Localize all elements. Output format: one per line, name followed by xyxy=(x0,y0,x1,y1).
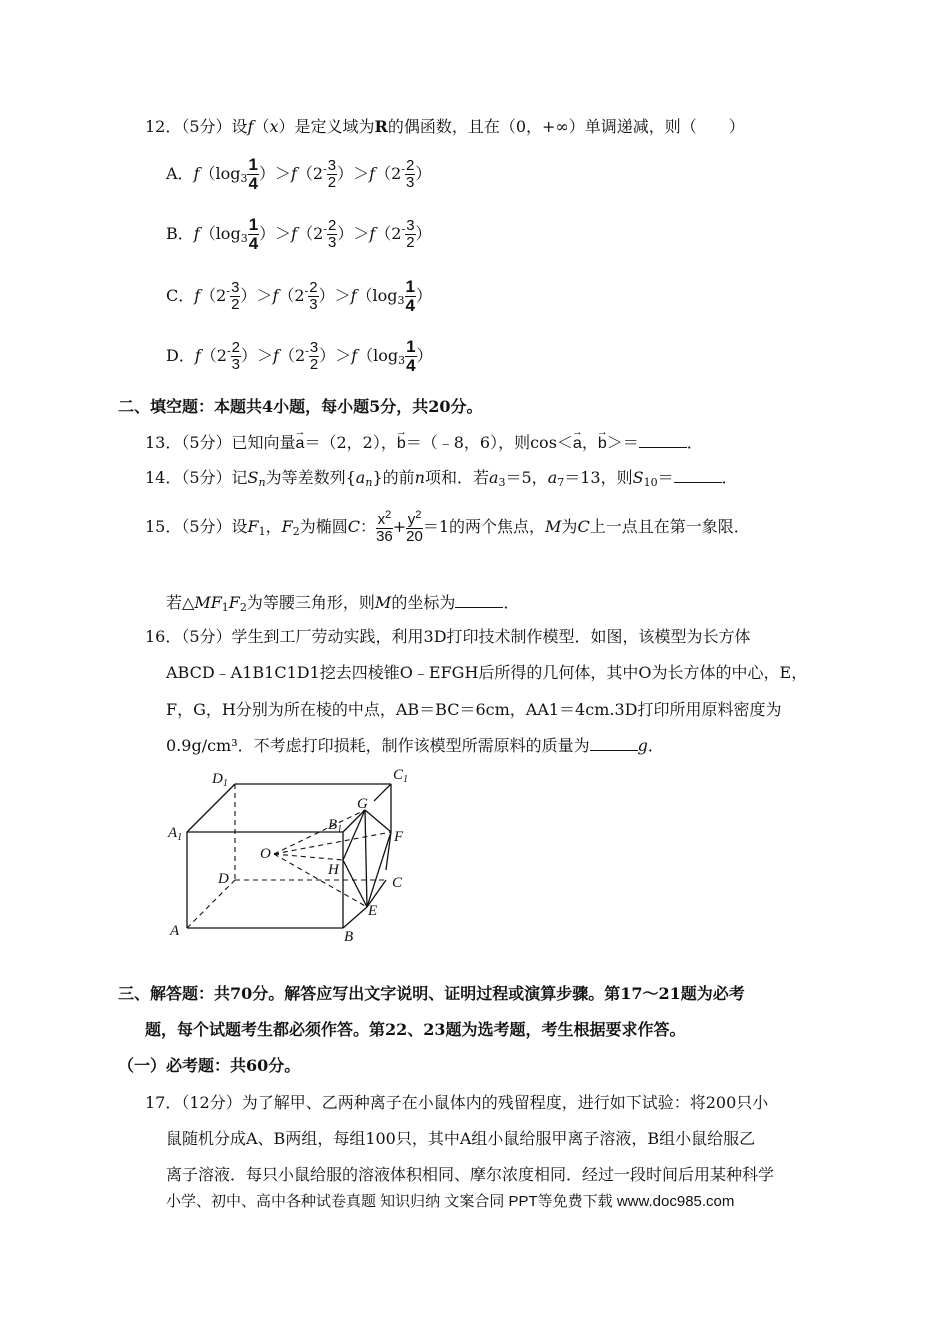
q14-answer-blank[interactable] xyxy=(674,468,722,483)
q16-line3: F，G，H分别为所在棱的中点，AB＝BC＝6cm，AA1＝4cm.3D打印所用原料密度为 xyxy=(166,700,782,719)
section-2-heading: 二、填空题：本题共4小题，每小题5分，共20分。 xyxy=(118,397,483,416)
label-g: G xyxy=(357,796,368,812)
q17-line2: 鼠随机分成A、B两组，每组100只，其中A组小鼠给服甲离子溶液，B组小鼠给服乙 xyxy=(166,1129,756,1148)
label-f: F xyxy=(394,829,404,845)
label-b: B xyxy=(344,929,354,945)
q12-option-b: B．$f(\log_3$ $\frac{1}{4}$ ）＞f（2- $\frac{2}{3}$ ）＞f（2- $\frac{3}{2}$ ） xyxy=(166,215,432,253)
q13: 13．（5分）已知向量→ a＝（2，2），→ b＝（﹣8，6），则cos＜→ a，→ b＞＝ ． xyxy=(145,432,703,455)
section-3-heading-line1: 三、解答题：共70分。解答应写出文字说明、证明过程或演算步骤。第17～21题为必考 xyxy=(118,984,745,1003)
cuboid-figure xyxy=(160,765,430,950)
label-c1: $C_1$ xyxy=(393,767,409,785)
q17-line1: 17．（12分）为了解甲、乙两种离子在小鼠体内的残留程度，进行如下试验：将200只小 xyxy=(145,1093,769,1112)
label-h: H xyxy=(328,862,339,878)
q13-answer-blank[interactable] xyxy=(639,433,687,448)
q16-answer-blank[interactable] xyxy=(590,736,638,751)
label-b1: $B_1$ xyxy=(328,817,343,835)
section-3-subheading: （一）必考题：共60分。 xyxy=(118,1056,301,1075)
q12-stem: 12．（5分）设f（x）是定义域为R的偶函数，且在（0，+∞）单调递减，则（ ） xyxy=(145,117,745,136)
q16-line4: 0.9g/cm³．不考虑打印损耗，制作该模型所需原料的质量为 g． xyxy=(166,736,664,755)
q15-line2: 若$\triangle MF_1F_2$为等腰三角形，则M的坐标为 ． xyxy=(166,593,520,614)
q12-option-c: C．f（2- $\frac{3}{2}$ ）＞f（2- $\frac{2}{3}$ ）$>f(\log_3$ $\frac{1}{4}$ ） xyxy=(166,277,433,315)
section-3-heading-line2: 题，每个试题考生都必须作答。第22、23题为选考题，考生根据要求作答。 xyxy=(145,1020,686,1039)
label-a1: $A_1$ xyxy=(168,825,183,843)
q17-line3: 离子溶液．每只小鼠给服的溶液体积相同、摩尔浓度相同．经过一段时间后用某种科学 xyxy=(166,1165,775,1184)
q16-line1: 16．（5分）学生到工厂劳动实践，利用3D打印技术制作模型．如图，该模型为长方体 xyxy=(145,627,751,646)
label-c: C xyxy=(392,875,403,891)
q15-line1: 15．（5分）设$F_1$，$F_2$为椭圆C： $\frac{x^2}{36}$ + $\frac{y^2}{20}$ ＝1的两个焦点，M为C上一点且在第一象限． xyxy=(145,509,750,545)
q14: 14．（5分）记$S_n$为等差数列$\{a_n\}$的前n项和．若$a_3=5$，$a_7=13$，则$S_{10}=$ ． xyxy=(145,468,738,489)
q12-option-a: A．$f(\log_3$ $\frac{1}{4}$ ）＞f（2- $\frac{3}{2}$ ）＞f（2- $\frac{2}{3}$ ） xyxy=(166,155,432,193)
label-o: O xyxy=(260,846,271,862)
label-d: D xyxy=(218,871,229,887)
label-a: A xyxy=(170,923,180,939)
footer-watermark[interactable]: 小学、初中、高中各种试卷真题 知识归纳 文案合同 PPT等免费下载 www.doc985.com xyxy=(166,1193,735,1210)
label-d1: $D_1$ xyxy=(212,771,228,789)
q16-line2: ABCD﹣A1B1C1D1挖去四棱锥O﹣EFGH后所得的几何体，其中O为长方体的中心，E， xyxy=(166,663,808,682)
label-e: E xyxy=(368,903,378,919)
q15-answer-blank[interactable] xyxy=(455,593,503,608)
q12-option-d: D．f（2- $\frac{2}{3}$ ）＞f（2- $\frac{3}{2}$ ）$>f(\log_3$ $\frac{1}{4}$ ） xyxy=(166,337,433,375)
